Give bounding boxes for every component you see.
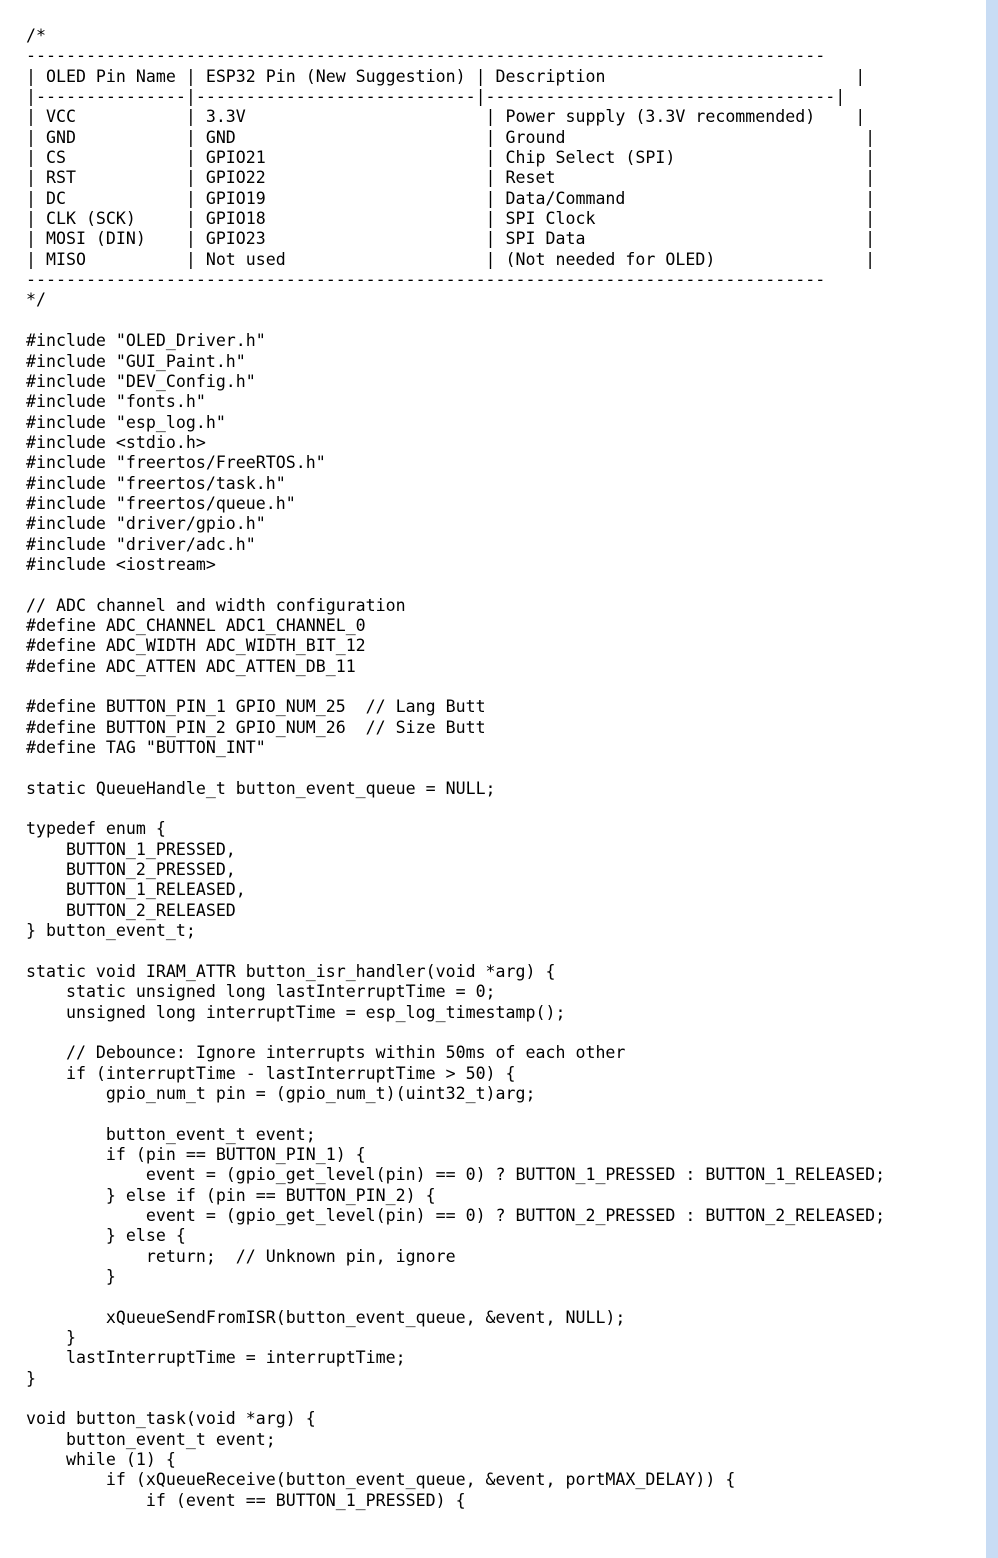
- code-line: #include "freertos/queue.h": [26, 493, 296, 513]
- code-line: lastInterruptTime = interruptTime;: [26, 1348, 406, 1368]
- code-line: [26, 311, 885, 331]
- code-line: if (event == BUTTON_1_PRESSED) {: [26, 1490, 466, 1510]
- code-line: #include "OLED_Driver.h": [26, 331, 266, 351]
- code-line: [26, 799, 885, 819]
- code-line: #define BUTTON_PIN_2 GPIO_NUM_26 // Size Butt: [26, 717, 486, 737]
- code-line: if (interruptTime - lastInterruptTime > 50) {: [26, 1063, 516, 1083]
- code-line: #include "GUI_Paint.h": [26, 351, 246, 371]
- code-line: | CS | GPIO21 | Chip Select (SPI) |: [26, 148, 876, 168]
- code-line: | MISO | Not used | (Not needed for OLED) |: [26, 249, 876, 269]
- code-line: | DC | GPIO19 | Data/Command |: [26, 188, 876, 208]
- code-line: BUTTON_2_PRESSED,: [26, 860, 236, 880]
- code-line: #define ADC_ATTEN ADC_ATTEN_DB_11: [26, 656, 356, 676]
- code-line: return; // Unknown pin, ignore: [26, 1246, 456, 1266]
- code-block: [26, 26, 885, 1511]
- code-line: [26, 1287, 885, 1307]
- code-line: | RST | GPIO22 | Reset |: [26, 168, 876, 188]
- code-line: #define TAG "BUTTON_INT": [26, 738, 266, 758]
- code-line: [26, 1104, 885, 1124]
- code-line: #include "freertos/FreeRTOS.h": [26, 453, 326, 473]
- code-line: void button_task(void *arg) {: [26, 1409, 316, 1429]
- code-line: BUTTON_1_RELEASED,: [26, 880, 246, 900]
- code-line: [26, 1023, 885, 1043]
- code-line: /*: [26, 26, 46, 45]
- code-line: unsigned long interruptTime = esp_log_timestamp();: [26, 1002, 566, 1022]
- code-line: [26, 575, 885, 595]
- code-line: while (1) {: [26, 1450, 176, 1470]
- code-line: #include "esp_log.h": [26, 412, 226, 432]
- code-line: #define ADC_WIDTH ADC_WIDTH_BIT_12: [26, 636, 366, 656]
- code-line: xQueueSendFromISR(button_event_queue, &event, NULL);: [26, 1307, 626, 1327]
- code-line: | GND | GND | Ground |: [26, 127, 876, 147]
- code-line: } else if (pin == BUTTON_PIN_2) {: [26, 1185, 436, 1205]
- code-line: }: [26, 1368, 36, 1388]
- code-line: #include "driver/gpio.h": [26, 514, 266, 534]
- code-line: static void IRAM_ATTR button_isr_handler(void *arg) {: [26, 961, 556, 981]
- code-line: typedef enum {: [26, 819, 166, 839]
- code-line: #include "driver/adc.h": [26, 534, 256, 554]
- code-line: [26, 758, 885, 778]
- code-line: button_event_t event;: [26, 1429, 276, 1449]
- code-line: |---------------|----------------------------|-----------------------------------|: [26, 87, 846, 107]
- code-line: #include <iostream>: [26, 554, 216, 574]
- code-line: */: [26, 290, 46, 310]
- code-line: gpio_num_t pin = (gpio_num_t)(uint32_t)arg;: [26, 1083, 536, 1103]
- code-line: event = (gpio_get_level(pin) == 0) ? BUTTON_1_PRESSED : BUTTON_1_RELEASED;: [26, 1165, 886, 1185]
- code-line: | OLED Pin Name | ESP32 Pin (New Suggestion) | Description |: [26, 66, 866, 86]
- code-line: #define BUTTON_PIN_1 GPIO_NUM_25 // Lang Butt: [26, 697, 486, 717]
- code-line: button_event_t event;: [26, 1124, 316, 1144]
- code-line: BUTTON_1_PRESSED,: [26, 839, 236, 859]
- code-line: [26, 677, 885, 697]
- code-line: [26, 1389, 885, 1409]
- code-line: }: [26, 1266, 116, 1286]
- code-line: // Debounce: Ignore interrupts within 50ms of each other: [26, 1043, 626, 1063]
- code-line: --------------------------------------------------------------------------------: [26, 46, 826, 66]
- vertical-scrollbar[interactable]: [986, 0, 998, 1558]
- code-line: #include <stdio.h>: [26, 432, 206, 452]
- code-line: static QueueHandle_t button_event_queue = NULL;: [26, 778, 496, 798]
- code-line: event = (gpio_get_level(pin) == 0) ? BUTTON_2_PRESSED : BUTTON_2_RELEASED;: [26, 1205, 886, 1225]
- code-line: | VCC | 3.3V | Power supply (3.3V recommended) |: [26, 107, 866, 127]
- code-line: // ADC channel and width configuration: [26, 595, 406, 615]
- code-line: #include "DEV_Config.h": [26, 371, 256, 391]
- code-line: BUTTON_2_RELEASED: [26, 900, 236, 920]
- code-line: if (xQueueReceive(button_event_queue, &event, portMAX_DELAY)) {: [26, 1470, 736, 1490]
- code-line: static unsigned long lastInterruptTime = 0;: [26, 982, 496, 1002]
- code-line: #define ADC_CHANNEL ADC1_CHANNEL_0: [26, 615, 366, 635]
- code-line: | MOSI (DIN) | GPIO23 | SPI Data |: [26, 229, 876, 249]
- code-line: if (pin == BUTTON_PIN_1) {: [26, 1144, 366, 1164]
- code-line: } else {: [26, 1226, 186, 1246]
- code-line: }: [26, 1328, 76, 1347]
- code-line: #include "fonts.h": [26, 392, 206, 412]
- code-line: [26, 941, 885, 961]
- code-line: | CLK (SCK) | GPIO18 | SPI Clock |: [26, 209, 876, 229]
- code-line: #include "freertos/task.h": [26, 473, 286, 493]
- code-line: } button_event_t;: [26, 921, 196, 941]
- code-line: --------------------------------------------------------------------------------: [26, 270, 826, 290]
